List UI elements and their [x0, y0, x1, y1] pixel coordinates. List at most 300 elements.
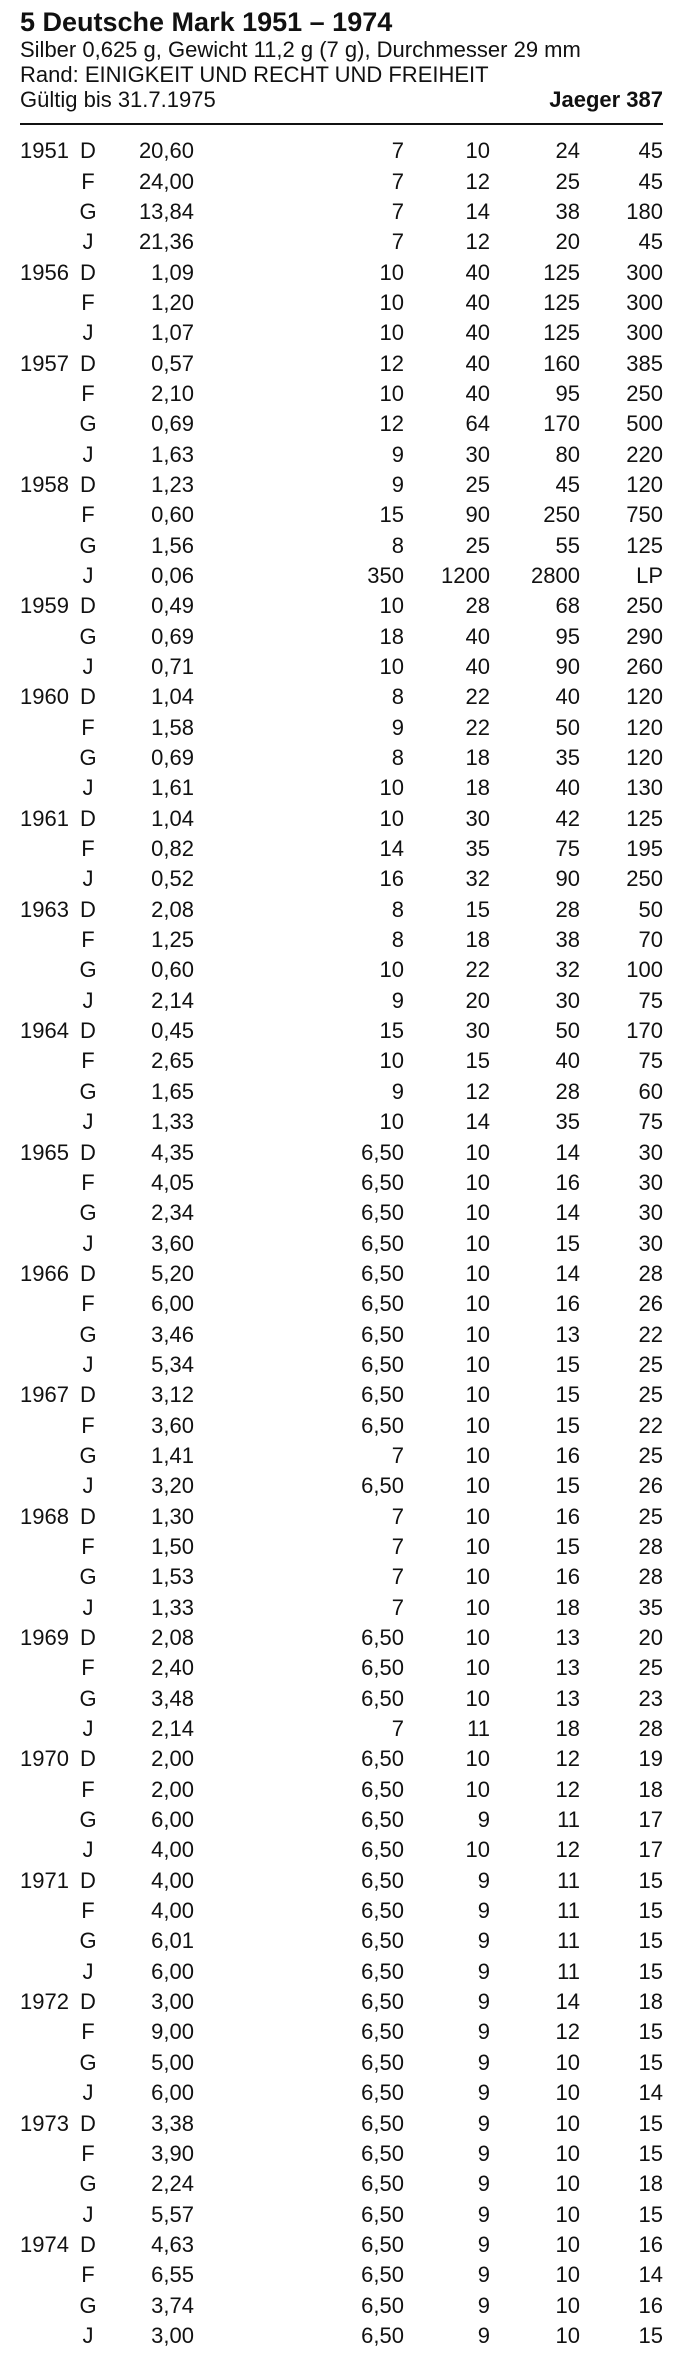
table-row: [20, 1259, 663, 1289]
price-grade-4-cell: 15: [638, 2049, 663, 2075]
table-row: [20, 1562, 663, 1592]
mint-mark-cell: D: [80, 896, 96, 922]
price-grade-3-cell: 14: [555, 1200, 580, 1226]
mintage-cell: 2,14: [151, 1716, 194, 1742]
price-grade-3-cell: 13: [555, 1321, 580, 1347]
price-grade-4-cell: 16: [638, 2231, 663, 2257]
year-cell: 1973: [20, 2110, 69, 2136]
price-grade-2-cell: 12: [465, 229, 490, 255]
price-grade-2-cell: 10: [465, 1230, 490, 1256]
mint-mark-cell: G: [79, 532, 97, 558]
mint-mark-cell: G: [79, 198, 97, 224]
price-grade-3-cell: 15: [555, 1412, 580, 1438]
price-grade-2-cell: 10: [465, 1169, 490, 1195]
mint-mark-cell: D: [80, 593, 96, 619]
price-grade-3-cell: 90: [555, 654, 580, 680]
price-grade-4-cell: 30: [638, 1169, 663, 1195]
price-grade-1-cell: 6,50: [361, 1321, 404, 1347]
price-grade-4-cell: 15: [638, 2140, 663, 2166]
mintage-cell: 2,00: [151, 1746, 194, 1772]
price-grade-1-cell: 350: [367, 562, 404, 588]
price-grade-2-cell: 9: [477, 1807, 490, 1833]
price-grade-3-cell: 10: [555, 2292, 580, 2318]
mint-mark-cell: G: [79, 2171, 97, 2197]
mintage-price-table: [20, 136, 663, 2351]
price-grade-3-cell: 14: [555, 1989, 580, 2015]
table-row: [20, 1289, 663, 1319]
mint-mark-cell: G: [79, 1928, 97, 1954]
price-grade-2-cell: 9: [477, 2292, 490, 2318]
mint-mark-cell: D: [80, 1746, 96, 1772]
price-grade-2-cell: 9: [477, 2049, 490, 2075]
price-grade-1-cell: 6,50: [361, 1989, 404, 2015]
mintage-cell: 0,06: [151, 562, 194, 588]
price-grade-1-cell: 10: [379, 1109, 404, 1135]
table-row: [20, 257, 663, 287]
table-row: [20, 439, 663, 469]
price-grade-4-cell: 30: [638, 1200, 663, 1226]
price-grade-3-cell: 15: [555, 1351, 580, 1377]
mint-mark-cell: G: [79, 1442, 97, 1468]
price-grade-3-cell: 16: [555, 1169, 580, 1195]
price-grade-4-cell: 28: [638, 1716, 663, 1742]
mint-mark-cell: D: [80, 138, 96, 164]
mintage-cell: 0,69: [151, 623, 194, 649]
price-grade-2-cell: 10: [465, 1503, 490, 1529]
mintage-cell: 0,45: [151, 1018, 194, 1044]
price-grade-3-cell: 45: [555, 471, 580, 497]
price-grade-3-cell: 16: [555, 1503, 580, 1529]
price-grade-2-cell: 9: [477, 1867, 490, 1893]
price-grade-1-cell: 6,50: [361, 1685, 404, 1711]
price-grade-4-cell: 28: [638, 1564, 663, 1590]
mintage-cell: 0,82: [151, 836, 194, 862]
price-grade-2-cell: 20: [465, 987, 490, 1013]
table-row: [20, 1653, 663, 1683]
price-grade-1-cell: 7: [391, 1442, 404, 1468]
validity-date: Gültig bis 31.7.1975: [20, 87, 216, 112]
price-grade-2-cell: 10: [465, 1746, 490, 1772]
price-grade-2-cell: 10: [465, 1260, 490, 1286]
table-row: [20, 1623, 663, 1653]
price-grade-2-cell: 10: [465, 1564, 490, 1590]
price-grade-3-cell: 35: [555, 745, 580, 771]
year-cell: 1968: [20, 1503, 69, 1529]
price-grade-3-cell: 50: [555, 714, 580, 740]
price-grade-4-cell: 120: [626, 745, 663, 771]
price-grade-2-cell: 40: [465, 380, 490, 406]
table-row: [20, 591, 663, 621]
price-grade-4-cell: 15: [638, 2322, 663, 2348]
year-cell: 1970: [20, 1746, 69, 1772]
price-grade-1-cell: 9: [391, 441, 404, 467]
price-grade-2-cell: 10: [465, 1473, 490, 1499]
mint-mark-cell: G: [79, 957, 97, 983]
price-grade-1-cell: 10: [379, 654, 404, 680]
mint-mark-cell: F: [81, 2019, 95, 2045]
table-row: [20, 197, 663, 227]
table-row: [20, 227, 663, 257]
year-cell: 1967: [20, 1382, 69, 1408]
price-grade-4-cell: 120: [626, 471, 663, 497]
price-grade-3-cell: 32: [555, 957, 580, 983]
price-grade-3-cell: 35: [555, 1109, 580, 1135]
table-row: [20, 1835, 663, 1865]
price-grade-3-cell: 11: [557, 1867, 580, 1893]
price-grade-3-cell: 38: [555, 927, 580, 953]
price-grade-1-cell: 10: [379, 775, 404, 801]
table-row: [20, 379, 663, 409]
price-grade-1-cell: 7: [391, 1533, 404, 1559]
table-row: [20, 1380, 663, 1410]
table-row: [20, 925, 663, 955]
specs-line: Silber 0,625 g, Gewicht 11,2 g (7 g), Durchmesser 29 mm: [20, 37, 581, 62]
mint-mark-cell: D: [80, 684, 96, 710]
price-grade-1-cell: 6,50: [361, 2019, 404, 2045]
mintage-cell: 1,56: [151, 532, 194, 558]
mint-mark-cell: J: [82, 1109, 94, 1135]
mint-mark-cell: G: [79, 1685, 97, 1711]
year-cell: 1957: [20, 350, 69, 376]
price-grade-2-cell: 10: [465, 1685, 490, 1711]
price-grade-3-cell: 12: [555, 2019, 580, 2045]
mintage-cell: 3,12: [151, 1382, 194, 1408]
price-grade-3-cell: 12: [555, 1746, 580, 1772]
table-row: [20, 1198, 663, 1228]
mintage-cell: 3,38: [151, 2110, 194, 2136]
price-grade-2-cell: 9: [477, 2262, 490, 2288]
price-grade-2-cell: 10: [465, 1291, 490, 1317]
price-grade-3-cell: 10: [555, 2171, 580, 2197]
price-grade-3-cell: 2800: [531, 562, 580, 588]
price-grade-1-cell: 16: [379, 866, 404, 892]
price-grade-1-cell: 10: [379, 380, 404, 406]
price-grade-2-cell: 9: [477, 1928, 490, 1954]
table-row: [20, 2260, 663, 2290]
mint-mark-cell: F: [81, 1776, 95, 1802]
price-grade-4-cell: 300: [626, 289, 663, 315]
mintage-cell: 4,00: [151, 1837, 194, 1863]
price-grade-4-cell: 45: [638, 138, 663, 164]
mint-mark-cell: G: [79, 1321, 97, 1347]
price-grade-3-cell: 55: [555, 532, 580, 558]
price-grade-2-cell: 9: [477, 2080, 490, 2106]
mint-mark-cell: F: [81, 1169, 95, 1195]
price-grade-3-cell: 10: [555, 2080, 580, 2106]
price-grade-2-cell: 18: [465, 745, 490, 771]
price-grade-2-cell: 9: [477, 2140, 490, 2166]
price-grade-2-cell: 18: [465, 775, 490, 801]
price-grade-4-cell: 250: [626, 866, 663, 892]
mintage-cell: 4,00: [151, 1867, 194, 1893]
validity-row: [20, 87, 663, 112]
price-grade-2-cell: 30: [465, 1018, 490, 1044]
mint-mark-cell: F: [81, 2140, 95, 2166]
price-grade-1-cell: 6,50: [361, 2140, 404, 2166]
price-grade-1-cell: 10: [379, 805, 404, 831]
mint-mark-cell: F: [81, 168, 95, 194]
price-grade-2-cell: 9: [477, 2201, 490, 2227]
mint-mark-cell: D: [80, 1867, 96, 1893]
price-grade-1-cell: 12: [379, 350, 404, 376]
table-row: [20, 1684, 663, 1714]
price-grade-3-cell: 170: [543, 411, 580, 437]
price-grade-4-cell: 250: [626, 380, 663, 406]
price-grade-1-cell: 6,50: [361, 1412, 404, 1438]
price-grade-3-cell: 20: [555, 229, 580, 255]
mint-mark-cell: F: [81, 1412, 95, 1438]
price-grade-2-cell: 12: [465, 1078, 490, 1104]
year-cell: 1951: [20, 138, 69, 164]
price-grade-2-cell: 90: [465, 502, 490, 528]
price-grade-2-cell: 9: [477, 2019, 490, 2045]
price-grade-2-cell: 40: [465, 259, 490, 285]
mintage-cell: 4,35: [151, 1139, 194, 1165]
mint-mark-cell: F: [81, 1533, 95, 1559]
price-grade-4-cell: 22: [638, 1321, 663, 1347]
price-grade-2-cell: 12: [465, 168, 490, 194]
mint-mark-cell: G: [79, 1200, 97, 1226]
price-grade-1-cell: 6,50: [361, 1139, 404, 1165]
price-grade-1-cell: 9: [391, 471, 404, 497]
price-grade-2-cell: 25: [465, 532, 490, 558]
price-grade-2-cell: 10: [465, 1382, 490, 1408]
price-grade-3-cell: 28: [555, 1078, 580, 1104]
mintage-cell: 1,41: [151, 1442, 194, 1468]
price-grade-4-cell: 250: [626, 593, 663, 619]
mintage-cell: 3,00: [151, 2322, 194, 2348]
table-row: [20, 2139, 663, 2169]
price-grade-2-cell: 40: [465, 623, 490, 649]
price-grade-4-cell: 100: [626, 957, 663, 983]
price-grade-3-cell: 15: [555, 1533, 580, 1559]
price-grade-4-cell: 22: [638, 1412, 663, 1438]
mint-mark-cell: D: [80, 805, 96, 831]
price-grade-3-cell: 14: [555, 1260, 580, 1286]
price-grade-3-cell: 95: [555, 623, 580, 649]
table-row: [20, 1471, 663, 1501]
year-cell: 1969: [20, 1625, 69, 1651]
price-grade-4-cell: 18: [638, 1989, 663, 2015]
mintage-cell: 5,57: [151, 2201, 194, 2227]
mintage-cell: 3,60: [151, 1412, 194, 1438]
table-row: [20, 166, 663, 196]
mint-mark-cell: F: [81, 380, 95, 406]
edge-inscription: Rand: EINIGKEIT UND RECHT UND FREIHEIT: [20, 62, 489, 87]
price-grade-1-cell: 8: [391, 532, 404, 558]
mintage-cell: 2,24: [151, 2171, 194, 2197]
price-grade-3-cell: 11: [557, 1807, 580, 1833]
price-grade-4-cell: 25: [638, 1655, 663, 1681]
price-grade-1-cell: 6,50: [361, 2171, 404, 2197]
price-grade-2-cell: 15: [465, 896, 490, 922]
mintage-cell: 24,00: [138, 168, 194, 194]
price-grade-2-cell: 40: [465, 654, 490, 680]
price-grade-4-cell: 18: [638, 1776, 663, 1802]
price-grade-3-cell: 10: [555, 2322, 580, 2348]
price-grade-3-cell: 10: [555, 2049, 580, 2075]
price-grade-1-cell: 6,50: [361, 2262, 404, 2288]
price-grade-4-cell: 15: [638, 1867, 663, 1893]
price-grade-4-cell: 26: [638, 1291, 663, 1317]
price-grade-4-cell: 50: [638, 896, 663, 922]
price-grade-2-cell: 25: [465, 471, 490, 497]
mint-mark-cell: J: [82, 866, 94, 892]
table-row: [20, 1077, 663, 1107]
price-grade-4-cell: 195: [626, 836, 663, 862]
price-grade-3-cell: 14: [555, 1139, 580, 1165]
price-grade-3-cell: 11: [557, 1898, 580, 1924]
price-grade-4-cell: 15: [638, 1898, 663, 1924]
price-grade-3-cell: 16: [555, 1442, 580, 1468]
table-row: [20, 895, 663, 925]
mintage-cell: 0,71: [151, 654, 194, 680]
table-row: [20, 1775, 663, 1805]
mintage-cell: 6,00: [151, 2080, 194, 2106]
table-row: [20, 1805, 663, 1835]
price-grade-2-cell: 9: [477, 2231, 490, 2257]
price-grade-4-cell: 170: [626, 1018, 663, 1044]
price-grade-3-cell: 40: [555, 775, 580, 801]
price-grade-2-cell: 35: [465, 836, 490, 862]
price-grade-3-cell: 42: [555, 805, 580, 831]
price-grade-2-cell: 9: [477, 2322, 490, 2348]
price-grade-3-cell: 12: [555, 1837, 580, 1863]
table-row: [20, 743, 663, 773]
year-cell: 1974: [20, 2231, 69, 2257]
mintage-cell: 0,57: [151, 350, 194, 376]
price-grade-1-cell: 10: [379, 593, 404, 619]
year-cell: 1961: [20, 805, 69, 831]
mint-mark-cell: J: [82, 654, 94, 680]
price-grade-4-cell: 125: [626, 532, 663, 558]
price-grade-1-cell: 6,50: [361, 1928, 404, 1954]
table-row: [20, 288, 663, 318]
price-grade-2-cell: 9: [477, 1989, 490, 2015]
mint-mark-cell: J: [82, 1837, 94, 1863]
mintage-cell: 3,00: [151, 1989, 194, 2015]
mint-mark-cell: G: [79, 2292, 97, 2318]
price-grade-4-cell: 300: [626, 259, 663, 285]
mint-mark-cell: J: [82, 320, 94, 346]
mintage-cell: 2,14: [151, 987, 194, 1013]
price-grade-1-cell: 6,50: [361, 2231, 404, 2257]
mintage-cell: 5,20: [151, 1260, 194, 1286]
table-row: [20, 561, 663, 591]
price-grade-2-cell: 32: [465, 866, 490, 892]
price-grade-4-cell: 30: [638, 1230, 663, 1256]
mint-mark-cell: D: [80, 1625, 96, 1651]
price-grade-2-cell: 22: [465, 957, 490, 983]
mintage-cell: 0,69: [151, 411, 194, 437]
price-grade-2-cell: 9: [477, 1958, 490, 1984]
mint-mark-cell: J: [82, 229, 94, 255]
mintage-cell: 1,61: [151, 775, 194, 801]
year-cell: 1960: [20, 684, 69, 710]
price-grade-3-cell: 13: [555, 1655, 580, 1681]
table-row: [20, 1410, 663, 1440]
price-grade-1-cell: 10: [379, 320, 404, 346]
table-row: [20, 348, 663, 378]
table-row: [20, 530, 663, 560]
price-grade-3-cell: 28: [555, 896, 580, 922]
mint-mark-cell: F: [81, 502, 95, 528]
table-row: [20, 2199, 663, 2229]
mint-mark-cell: J: [82, 562, 94, 588]
price-grade-4-cell: 75: [638, 1048, 663, 1074]
mintage-cell: 2,08: [151, 1625, 194, 1651]
mint-mark-cell: F: [81, 1048, 95, 1074]
table-row: [20, 1319, 663, 1349]
price-grade-1-cell: 7: [391, 229, 404, 255]
mintage-cell: 1,04: [151, 684, 194, 710]
price-grade-1-cell: 7: [391, 168, 404, 194]
table-row: [20, 1016, 663, 1046]
price-grade-3-cell: 10: [555, 2110, 580, 2136]
table-row: [20, 1744, 663, 1774]
price-grade-2-cell: 9: [477, 2171, 490, 2197]
mintage-cell: 0,60: [151, 957, 194, 983]
price-grade-4-cell: 130: [626, 775, 663, 801]
table-row: [20, 500, 663, 530]
mint-mark-cell: J: [82, 2201, 94, 2227]
price-grade-4-cell: 125: [626, 805, 663, 831]
mint-mark-cell: D: [80, 1139, 96, 1165]
price-grade-2-cell: 10: [465, 1412, 490, 1438]
mintage-cell: 6,01: [151, 1928, 194, 1954]
mint-mark-cell: J: [82, 2080, 94, 2106]
table-row: [20, 834, 663, 864]
price-grade-4-cell: 45: [638, 168, 663, 194]
mintage-cell: 6,00: [151, 1807, 194, 1833]
table-row: [20, 1987, 663, 2017]
price-grade-4-cell: 28: [638, 1260, 663, 1286]
table-row: [20, 1926, 663, 1956]
price-grade-2-cell: 10: [465, 1351, 490, 1377]
price-grade-3-cell: 25: [555, 168, 580, 194]
mint-mark-cell: F: [81, 1898, 95, 1924]
table-row: [20, 652, 663, 682]
price-grade-1-cell: 6,50: [361, 1169, 404, 1195]
mintage-cell: 3,48: [151, 1685, 194, 1711]
mint-mark-cell: F: [81, 714, 95, 740]
mintage-cell: 2,65: [151, 1048, 194, 1074]
table-row: [20, 409, 663, 439]
price-grade-1-cell: 6,50: [361, 2322, 404, 2348]
mint-mark-cell: F: [81, 927, 95, 953]
price-grade-4-cell: 19: [638, 1746, 663, 1772]
price-grade-3-cell: 95: [555, 380, 580, 406]
price-grade-4-cell: 17: [638, 1807, 663, 1833]
price-grade-2-cell: 10: [465, 1200, 490, 1226]
price-grade-4-cell: 300: [626, 320, 663, 346]
mint-mark-cell: J: [82, 1958, 94, 1984]
price-grade-2-cell: 22: [465, 684, 490, 710]
price-grade-4-cell: 25: [638, 1351, 663, 1377]
mintage-cell: 0,69: [151, 745, 194, 771]
price-grade-2-cell: 40: [465, 289, 490, 315]
mint-mark-cell: D: [80, 350, 96, 376]
price-grade-1-cell: 6,50: [361, 1473, 404, 1499]
price-grade-4-cell: 35: [638, 1594, 663, 1620]
price-grade-4-cell: 260: [626, 654, 663, 680]
price-grade-1-cell: 6,50: [361, 1958, 404, 1984]
price-grade-1-cell: 6,50: [361, 1837, 404, 1863]
price-grade-1-cell: 10: [379, 289, 404, 315]
price-grade-1-cell: 7: [391, 1594, 404, 1620]
price-grade-4-cell: 15: [638, 2019, 663, 2045]
price-grade-4-cell: 23: [638, 1685, 663, 1711]
